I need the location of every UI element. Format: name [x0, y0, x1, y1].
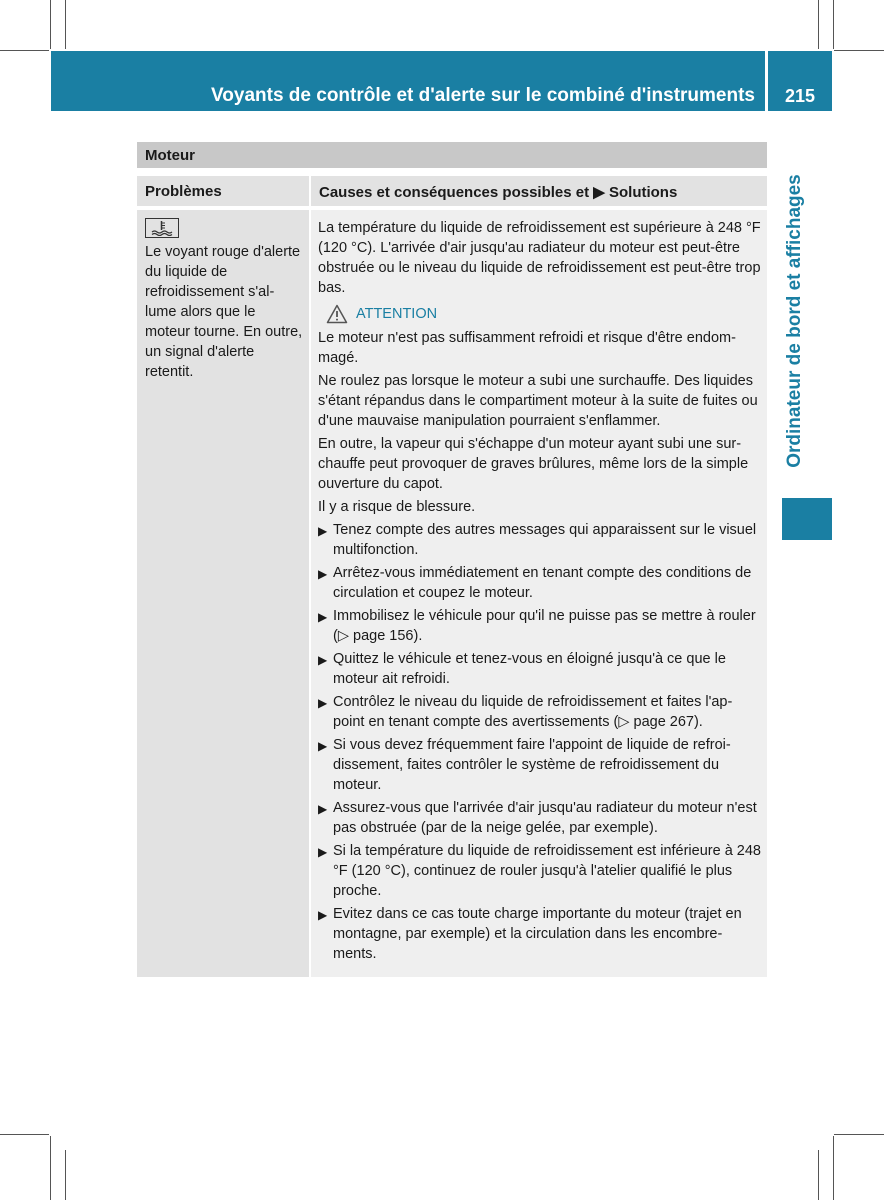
list-item	[318, 904, 761, 964]
attention-label: ATTENTION	[356, 306, 438, 322]
crop-mark	[834, 1134, 884, 1135]
bullet-arrow-icon: ▶	[318, 610, 328, 624]
side-tab-label: Ordinateur de bord et affichages	[784, 173, 805, 468]
list-item	[318, 735, 761, 795]
page-title: Voyants de contrôle et d'alerte sur le combiné d'instruments	[211, 85, 755, 106]
header-band	[51, 51, 765, 111]
list-item	[318, 520, 761, 560]
list-item	[318, 649, 761, 689]
table-row	[137, 210, 767, 977]
list-item-text: Evitez dans ce cas toute charge importante du moteur (trajet en montagne, par exemple) et la circulation dans les encombre-ments.	[333, 906, 742, 962]
crop-mark	[65, 1150, 66, 1200]
attention-heading	[326, 304, 761, 324]
crop-mark	[50, 0, 51, 49]
causes-cell	[309, 210, 767, 977]
crop-mark	[65, 0, 66, 49]
list-item	[318, 798, 761, 838]
crop-mark	[0, 1134, 49, 1135]
page-number-box	[768, 51, 832, 111]
list-item-text: Arrêtez-vous immédiatement en tenant compte des conditions de circulation et coupez le moteur.	[333, 565, 752, 601]
warning-paragraph: Le moteur n'est pas suffisamment refroidi et risque d'être endom-magé.	[318, 330, 736, 366]
warning-triangle-icon	[326, 304, 348, 324]
crop-mark	[833, 1136, 834, 1200]
warning-paragraph: En outre, la vapeur qui s'échappe d'un moteur ayant subi une sur-chauffe peut provoquer de graves brûlures, même lors de la simple ouverture du capot.	[318, 436, 749, 492]
list-item	[318, 841, 761, 901]
crop-mark	[0, 50, 49, 51]
warning-table	[137, 142, 767, 977]
bullet-arrow-icon: ▶	[318, 845, 328, 859]
list-item	[318, 563, 761, 603]
list-item-text: Si la température du liquide de refroidissement est inférieure à 248 °F (120 °C), continuez de rouler jusqu'à l'atelier qualifié le plus proche.	[333, 843, 761, 899]
side-tab	[772, 148, 818, 493]
list-item-text: Quittez le véhicule et tenez-vous en éloigné jusqu'à ce que le moteur ait refroidi.	[333, 651, 726, 687]
warning-paragraph: Ne roulez pas lorsque le moteur a subi une surchauffe. Des liquides s'étant répandus dans le compartiment moteur à la suite de fuites ou d'une mauvaise manipulation pourraient s'enflammer.	[318, 373, 758, 429]
bullet-arrow-icon: ▶	[318, 908, 328, 922]
crop-mark	[818, 0, 819, 49]
list-item-text: Contrôlez le niveau du liquide de refroidissement et faites l'ap-point en tenant compte des avertissements (▷ page 267).	[333, 694, 733, 730]
crop-mark	[818, 1150, 819, 1200]
side-tab-marker	[782, 498, 832, 540]
list-item	[318, 606, 761, 646]
intro-text: La température du liquide de refroidissement est supérieure à 248 °F (120 °C). L'arrivée d'air jusqu'au radiateur du moteur est peut-être obstruée ou le niveau du liquide de refroidissement est peut-être trop bas.	[318, 220, 761, 296]
problem-cell	[137, 210, 309, 977]
list-item-text: Si vous devez fréquemment faire l'appoint de liquide de refroi-dissement, faites contrôler le système de refroidissement du moteur.	[333, 737, 731, 793]
table-header	[137, 176, 767, 206]
bullet-arrow-icon: ▶	[318, 696, 328, 710]
crop-mark	[834, 50, 884, 51]
crop-mark	[833, 0, 834, 49]
list-item-text: Assurez-vous que l'arrivée d'air jusqu'au radiateur du moteur n'est pas obstruée (par de la neige gelée, par exemple).	[333, 800, 757, 836]
section-title: Moteur	[137, 142, 767, 168]
list-item-text: Tenez compte des autres messages qui apparaissent sur le visuel multifonction.	[333, 522, 757, 558]
bullet-arrow-icon: ▶	[318, 802, 328, 816]
list-item	[318, 692, 761, 732]
bullet-arrow-icon: ▶	[318, 653, 328, 667]
column-header-problems: Problèmes	[145, 183, 222, 200]
warning-paragraph: Il y a risque de blessure.	[318, 499, 476, 515]
list-item-text: Immobilisez le véhicule pour qu'il ne puisse pas se mettre à rouler (▷ page 156).	[333, 608, 756, 644]
problem-text: Le voyant rouge d'alerte du liquide de refroidissement s'al-lume alors que le moteur tourne. En outre, un signal d'alerte retentit.	[145, 244, 303, 380]
bullet-arrow-icon: ▶	[318, 739, 328, 753]
bullet-arrow-icon: ▶	[318, 524, 328, 538]
page-number: 215	[784, 86, 816, 106]
coolant-temperature-icon	[145, 218, 179, 238]
bullet-arrow-icon: ▶	[318, 567, 328, 581]
crop-mark	[50, 1136, 51, 1200]
column-header-causes: Causes et conséquences possibles et ▶ Solutions	[309, 176, 767, 206]
